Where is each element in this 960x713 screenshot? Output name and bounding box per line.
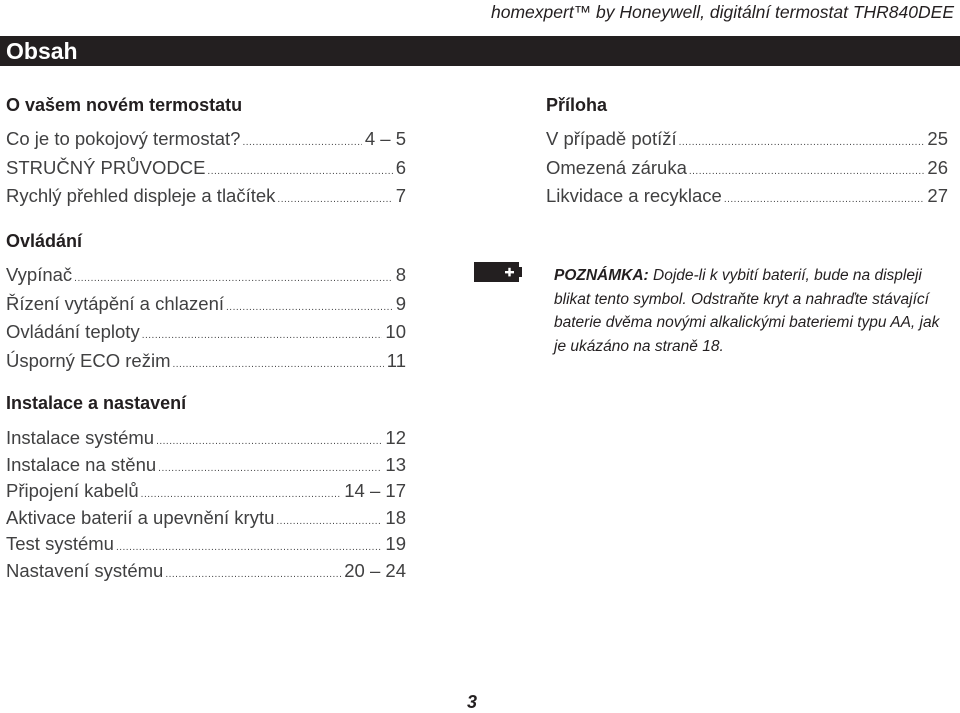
contents-banner bbox=[0, 36, 960, 66]
toc-item-page: 20 – 24 bbox=[344, 559, 406, 581]
toc-item-page: 12 bbox=[385, 427, 406, 448]
dot-leader bbox=[276, 509, 382, 536]
toc-item-label: Připojení kabelů bbox=[6, 480, 139, 501]
note-text: Dojde-li k vybití baterií, bude na displeji blikat tento symbol. Odstraňte kryt a nahraďte stávající baterie dvěma novými alkalickými bateriemi typu AA, jak je ukázáno na straně 18. bbox=[554, 267, 940, 355]
dot-leader bbox=[226, 294, 393, 323]
dot-leader bbox=[277, 186, 392, 215]
toc-item[interactable] bbox=[6, 182, 406, 211]
toc-item-label: Omezená záruka bbox=[546, 156, 687, 178]
toc-item[interactable] bbox=[6, 478, 406, 505]
section-appendix bbox=[546, 92, 948, 211]
battery-low-icon bbox=[474, 262, 522, 282]
toc-item-page: 11 bbox=[386, 349, 406, 371]
section-heading: Instalace a nastavení bbox=[6, 393, 187, 413]
toc-item[interactable] bbox=[6, 290, 406, 319]
dot-leader bbox=[242, 129, 361, 158]
toc-item[interactable] bbox=[6, 154, 406, 183]
toc-list bbox=[546, 125, 948, 211]
section-controls bbox=[6, 228, 406, 375]
toc-item-page: 19 bbox=[385, 533, 406, 554]
toc-item-label: Instalace na stěnu bbox=[6, 453, 157, 475]
toc-item-label: Aktivace baterií a upevnění krytu bbox=[6, 506, 275, 528]
section-heading: Příloha bbox=[546, 95, 608, 115]
toc-list bbox=[6, 425, 406, 584]
toc-item[interactable] bbox=[6, 558, 406, 585]
battery-note bbox=[554, 264, 954, 358]
dot-leader bbox=[142, 322, 383, 351]
toc-item-label: Likvidace a recyklace bbox=[546, 185, 722, 206]
contents-title: Obsah bbox=[6, 38, 78, 64]
toc-item[interactable] bbox=[546, 154, 948, 183]
toc-item-page: 7 bbox=[395, 185, 406, 206]
toc-item-label: STRUČNÝ PRŮVODCE bbox=[6, 156, 206, 178]
dot-leader bbox=[689, 158, 925, 187]
dot-leader bbox=[165, 562, 341, 589]
toc-item-label: Úsporný ECO režim bbox=[6, 349, 171, 371]
toc-item-label: Vypínač bbox=[6, 264, 73, 285]
toc-item[interactable] bbox=[6, 261, 406, 290]
toc-item-page: 8 bbox=[395, 264, 406, 285]
toc-item-page: 13 bbox=[385, 453, 406, 475]
toc-item[interactable] bbox=[6, 318, 406, 347]
section-heading: O vašem novém termostatu bbox=[6, 95, 243, 115]
document-header-title: homexpert™ by Honeywell, digitální termostat THR840DEE bbox=[491, 2, 954, 22]
toc-item-label: Test systému bbox=[6, 533, 114, 554]
toc-item-label: Instalace systému bbox=[6, 427, 155, 448]
toc-item-page: 27 bbox=[927, 185, 948, 206]
page-number: 3 bbox=[467, 692, 478, 712]
note-label: POZNÁMKA: bbox=[554, 267, 649, 284]
section-heading: Ovládání bbox=[6, 231, 83, 251]
toc-item-label: Rychlý přehled displeje a tlačítek bbox=[6, 185, 276, 206]
toc-list bbox=[6, 261, 406, 375]
toc-item[interactable] bbox=[6, 505, 406, 532]
toc-item[interactable] bbox=[6, 125, 406, 154]
toc-item[interactable] bbox=[6, 452, 406, 479]
toc-item[interactable] bbox=[6, 531, 406, 558]
toc-item-label: Co je to pokojový termostat? bbox=[6, 128, 241, 149]
dot-leader bbox=[724, 186, 925, 215]
toc-item-page: 4 – 5 bbox=[364, 128, 406, 149]
toc-item-label: Ovládání teploty bbox=[6, 321, 140, 342]
toc-list bbox=[6, 125, 406, 211]
toc-item[interactable] bbox=[6, 425, 406, 452]
toc-item-page: 25 bbox=[927, 128, 948, 149]
toc-item-page: 9 bbox=[395, 292, 406, 314]
toc-item[interactable] bbox=[546, 125, 948, 154]
dot-leader bbox=[156, 429, 382, 456]
toc-item[interactable] bbox=[6, 347, 406, 376]
toc-item-page: 6 bbox=[395, 156, 406, 178]
toc-item-label: Řízení vytápění a chlazení bbox=[6, 292, 225, 314]
toc-item-page: 18 bbox=[385, 506, 406, 528]
toc-item-label: Nastavení systému bbox=[6, 559, 164, 581]
section-installation-setup bbox=[6, 390, 406, 584]
dot-leader bbox=[172, 351, 383, 380]
toc-item[interactable] bbox=[546, 182, 948, 211]
toc-item-label: V případě potíží bbox=[546, 128, 677, 149]
dot-leader bbox=[679, 129, 925, 158]
toc-item-page: 14 – 17 bbox=[344, 480, 406, 501]
section-about-thermostat bbox=[6, 92, 406, 211]
toc-item-page: 10 bbox=[385, 321, 406, 342]
toc-item-page: 26 bbox=[927, 156, 948, 178]
